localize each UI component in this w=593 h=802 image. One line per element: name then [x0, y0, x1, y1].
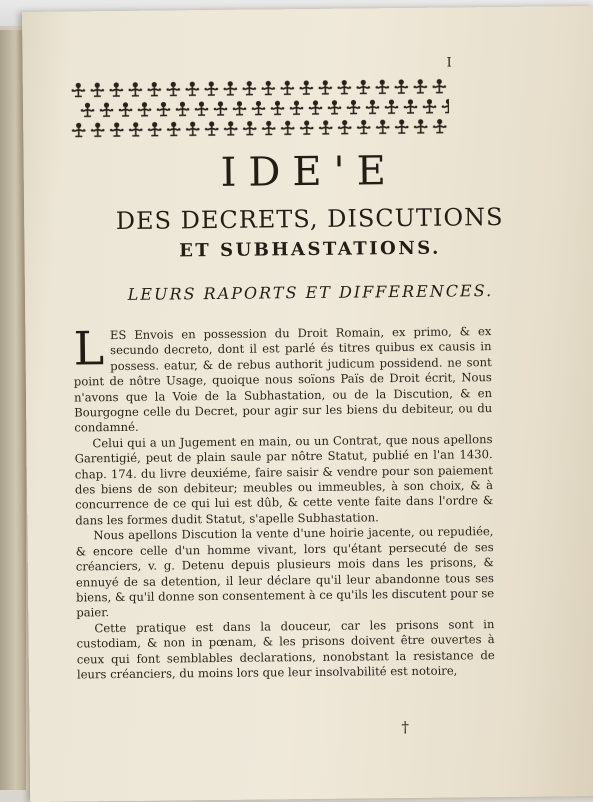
subtitle-line-1: DES DECRETS, DISCUTIONS: [115, 202, 504, 236]
subtitle-line-2: ET SUBHASTATIONS.: [179, 237, 441, 262]
paragraph-2: Celui qui a un Jugement en main, ou un Contrat, que nous apellons Garentigié, peut de plain saule par nôtre Statut, publié en l'an 1430. chap. 174. du livre deuxiéme, faire saisir & vendre pour son paiement des biens de son debiteur; meubles ou immeubles, à son choix, & à concurrence de ce qui lui est dûb, & cette vente faite dans l'ordre & dans les formes dudit Statut, s'apelle Subhastation.: [74, 431, 494, 528]
page-title: IDE'E: [220, 148, 399, 196]
paragraph-1: [73, 321, 493, 436]
book-left-edge: [0, 30, 26, 790]
paragraph-3: Nous apellons Discution la vente d'une hoirie jacente, ou repudiée, & encore celle d'un homme vivant, lors qu'étant persecuté de ses créanciers, v. g. Detenu depuis plusieurs mois dans les prisons, & ennuyé de sa detention, il leur déclare qu'il leur abandonne tous ses biens, & qu'il donne son consentement à ce qu'ils les discutent pour se paier.: [75, 524, 495, 620]
section-heading: LEURS RAPORTS ET DIFFERENCES.: [127, 281, 494, 304]
ornamental-headpiece-icon: [69, 78, 450, 142]
body-text: [73, 321, 495, 683]
paragraph-4: Cette pratique est dans la douceur, car les prisons sont in custodiam, & non in pœnam, & les prisons doivent être ouvertes à ceux qui font semblables declarations, nonobstant la resistance de leurs créanciers, du moins lors que leur insolvabilité est notoire,: [76, 616, 495, 682]
catchword-cross: †: [401, 717, 410, 737]
drop-cap: L: [73, 321, 105, 376]
page-number: I: [446, 55, 452, 71]
book-page: [22, 6, 593, 802]
paragraph-1-text: ES Envois en possession du Droit Romain, ex primo, & ex secundo decreto, dont il est parlé és titres quibus ex causis in possess. eatur, & de rebus authorit judicum possidend. ne sont point de nôtre Usage, quoique nous soïons Païs de Droit écrit, Nous n'avons que la Voie de la Subhastation, ou de la Discution, & en Bourgogne celle du Decret, pour agir sur les biens du debiteur, ou du condamné.: [73, 324, 493, 435]
